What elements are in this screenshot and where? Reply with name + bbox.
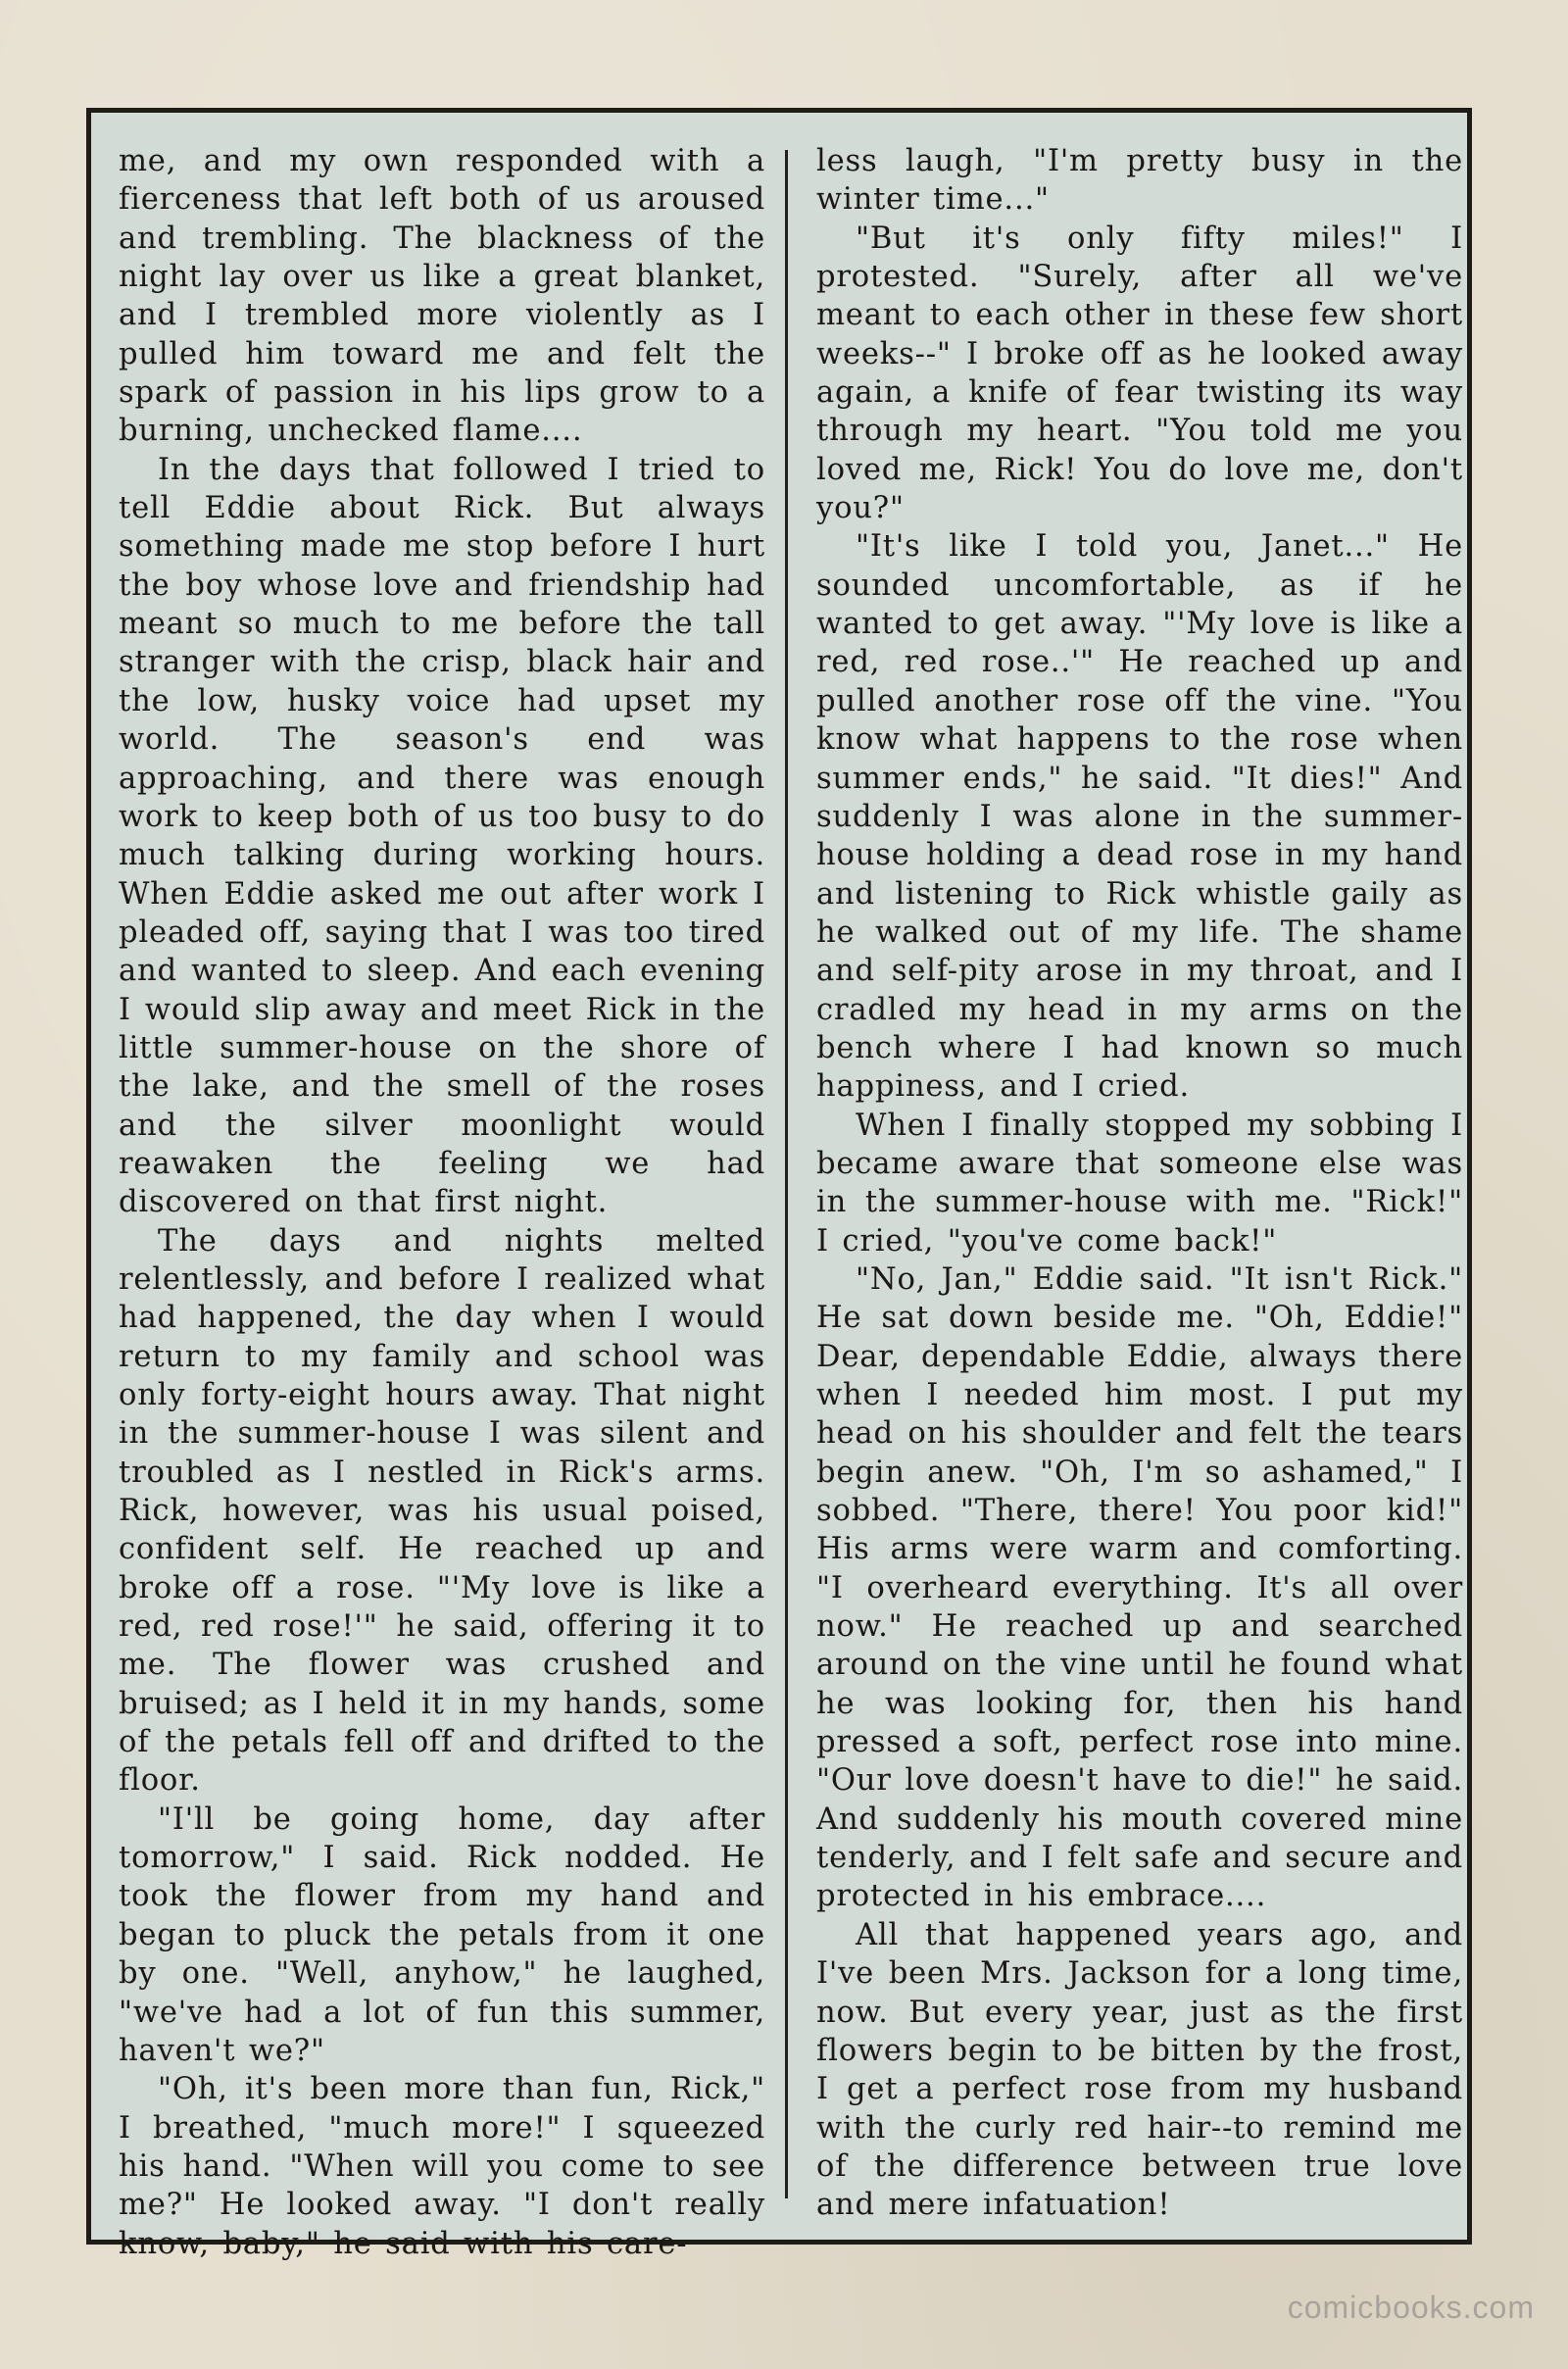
paragraph: less laugh, "I'm pretty busy in the winter time..." bbox=[816, 144, 1463, 218]
paragraph: "No, Jan," Eddie said. "It isn't Rick." He sat down beside me. "Oh, Eddie!" Dear, dependable Eddie, always there when I needed him most. I put my head on his shoulder and felt the tears begin anew. "Oh, I'm so ashamed," I sobbed. "There, there! You poor kid!" His arms were warm and comforting. "I overheard everything. It's all over now." He reached up and searched around on the vine until he found what he was looking for, then his hand pressed a soft, perfect rose into mine. "Our love doesn't have to die!" he said. And suddenly his mouth covered mine tenderly, and I felt safe and secure and protected in his embrace.... bbox=[816, 1261, 1463, 1914]
paragraph: "I'll be going home, day after tomorrow," I said. Rick nodded. He took the flower from my hand and began to pluck the petals from it one by one. "Well, anyhow," he laughed, "we've had a lot of fun this summer, haven't we?" bbox=[119, 1801, 765, 2068]
paragraph: "It's like I told you, Janet..." He sounded uncomfortable, as if he wanted to get away. "'My love is like a red, red rose..'" He reached up and pulled another rose off the vine. "You know what happens to the rose when summer ends," he said. "It dies!" And suddenly I was alone in the summer-house holding a dead rose in my hand and listening to Rick whistle gaily as he walked out of my life. The shame and self-pity arose in my throat, and I cradled my head in my arms on the bench where I had known so much happiness, and I cried. bbox=[816, 529, 1463, 1105]
right-text-column bbox=[816, 142, 1463, 2223]
paragraph: When I finally stopped my sobbing I became aware that someone else was in the summer-house with me. "Rick!" I cried, "you've come back!" bbox=[816, 1108, 1463, 1259]
paragraph: The days and nights melted relentlessly, and before I realized what had happened, the day when I would return to my family and school was only forty-eight hours away. That night in the summer-house I was silent and troubled as I nestled in Rick's arms. Rick, however, was his usual poised, confident self. He reached up and broke off a rose. "'My love is like a red, red rose!'" he said, offering it to me. The flower was crushed and bruised; as I held it in my hands, some of the petals fell off and drifted to the floor. bbox=[119, 1223, 765, 1799]
left-text-column bbox=[119, 142, 765, 2261]
paragraph: "Oh, it's been more than fun, Rick," I breathed, "much more!" I squeezed his hand. "When will you come to see me?" He looked away. "I don't really know, baby," he said with his care- bbox=[119, 2072, 765, 2261]
paragraph: "But it's only fifty miles!" I protested. "Surely, after all we've meant to each other in these few short weeks--" I broke off as he looked away again, a knife of fear twisting its way through my heart. "You told me you loved me, Rick! You do love me, don't you?" bbox=[816, 221, 1463, 526]
column-divider bbox=[785, 150, 788, 2198]
text-panel bbox=[86, 108, 1472, 2261]
source-watermark: comicbooks.com bbox=[1287, 2290, 1535, 2325]
paragraph: All that happened years ago, and I've been Mrs. Jackson for a long time, now. But every year, just as the first flowers begin to be bitten by the frost, I get a perfect rose from my husband with the curly red hair--to remind me of the difference between true love and mere infatuation! bbox=[816, 1917, 1463, 2223]
paragraph: In the days that followed I tried to tell Eddie about Rick. But always something made me stop before I hurt the boy whose love and friendship had meant so much to me before the tall stranger with the crisp, black hair and the low, husky voice had upset my world. The season's end was approaching, and there was enough work to keep both of us too busy to do much talking during working hours. When Eddie asked me out after work I pleaded off, saying that I was too tired and wanted to sleep. And each evening I would slip away and meet Rick in the little summer-house on the shore of the lake, and the smell of the roses and the silver moonlight would reawaken the feeling we had discovered on that first night. bbox=[119, 452, 765, 1220]
paragraph: me, and my own responded with a fierceness that left both of us aroused and trembling. The blackness of the night lay over us like a great blanket, and I trembled more violently as I pulled him toward me and felt the spark of passion in his lips grow to a burning, unchecked flame.... bbox=[119, 144, 765, 449]
